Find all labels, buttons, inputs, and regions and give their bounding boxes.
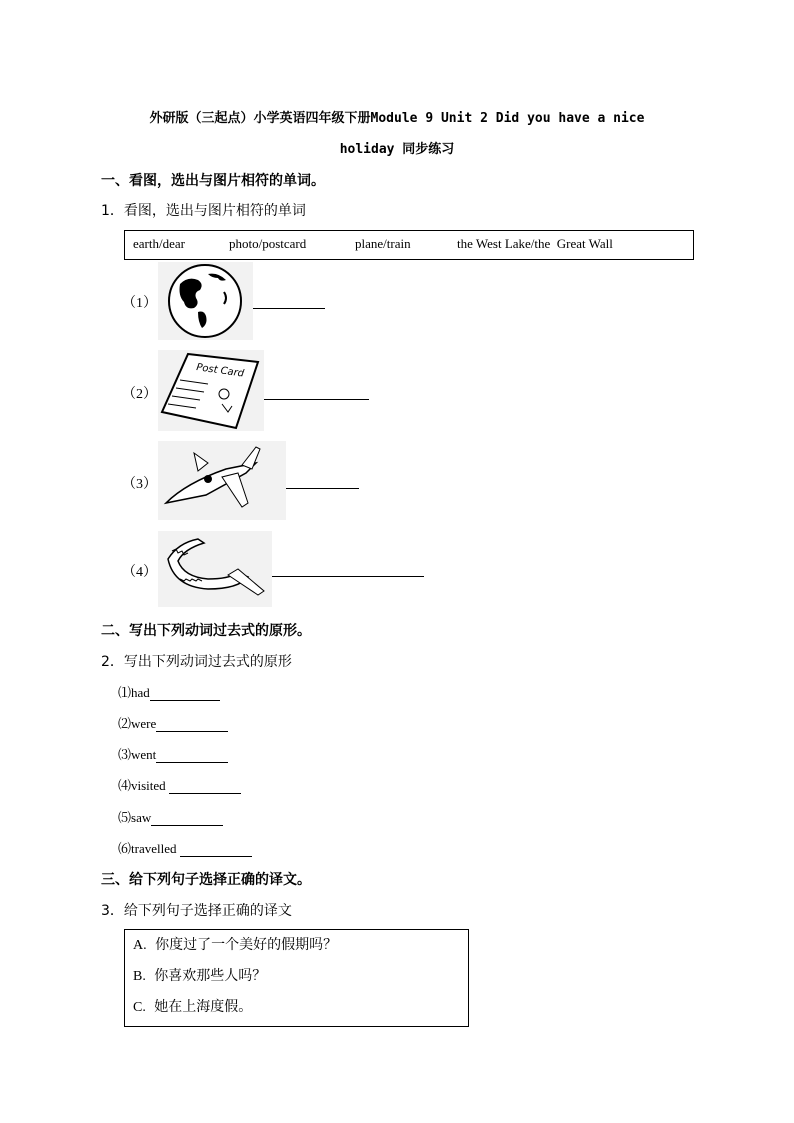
verb-item: ⑹travelled [118,838,252,857]
verb-word: visited [131,778,169,793]
answer-blank-3[interactable] [286,488,359,489]
verb-item: ⑷visited [118,775,241,794]
option-a[interactable]: A. 你度过了一个美好的假期吗？ [133,937,338,953]
section3-heading: 三、给下列句子选择正确的译文。 [101,872,311,888]
translation-options-box [124,929,469,1027]
verb-item: ⑵were [118,713,228,732]
verb-word: saw [131,810,152,825]
postcard-icon [158,350,264,431]
question3-prompt: 3．给下列句子选择正确的译文 [101,903,292,919]
great-wall-icon [158,531,272,607]
postcard-label: Post Card [195,362,245,380]
word-bank-item-4: the West Lake/the Great Wall [457,236,613,251]
globe-picture [158,262,253,340]
verb-word: had [131,685,150,700]
globe-icon [158,262,253,340]
answer-blank-1[interactable] [253,308,325,309]
verb-word: were [131,716,157,731]
answer-blank-4[interactable] [272,576,424,577]
verb-answer-blank[interactable] [150,688,220,701]
verb-item: ⑶went [118,744,228,763]
verb-answer-blank[interactable] [169,781,241,794]
question2-prompt: 2．写出下列动词过去式的原形 [101,654,292,670]
verb-answer-blank[interactable] [180,844,252,857]
item1-number: （1） [122,296,157,311]
word-bank-item-3: plane/train [355,236,411,251]
great-wall-picture [158,531,272,607]
verb-item: ⑸saw [118,807,223,826]
option-b[interactable]: B. 你喜欢那些人吗？ [133,968,267,984]
word-bank-item-2: photo/postcard [229,236,307,251]
word-bank-item-1: earth/dear [133,236,185,251]
item2-number: （2） [122,387,157,402]
section1-heading: 一、看图，选出与图片相符的单词。 [101,173,325,189]
item3-number: （3） [122,477,157,492]
section2-heading: 二、写出下列动词过去式的原形。 [101,623,311,639]
word-bank [124,230,694,260]
verb-answer-blank[interactable] [156,719,228,732]
answer-blank-2[interactable] [264,399,369,400]
verb-word: went [131,747,157,762]
verb-answer-blank[interactable] [156,750,228,763]
postcard-picture [158,350,264,431]
verb-item: ⑴had [118,682,220,701]
plane-icon [158,441,286,520]
question1-prompt: 1．看图，选出与图片相符的单词 [101,203,306,219]
plane-picture [158,441,286,520]
document-title-line2: holiday 同步练习 [339,142,455,157]
verb-word: travelled [131,841,180,856]
option-c[interactable]: C. 她在上海度假。 [133,999,253,1015]
verb-answer-blank[interactable] [151,813,223,826]
document-title-line1: 外研版（三起点）小学英语四年级下册Module 9 Unit 2 Did you have a nice [149,111,645,126]
item4-number: （4） [122,565,157,580]
